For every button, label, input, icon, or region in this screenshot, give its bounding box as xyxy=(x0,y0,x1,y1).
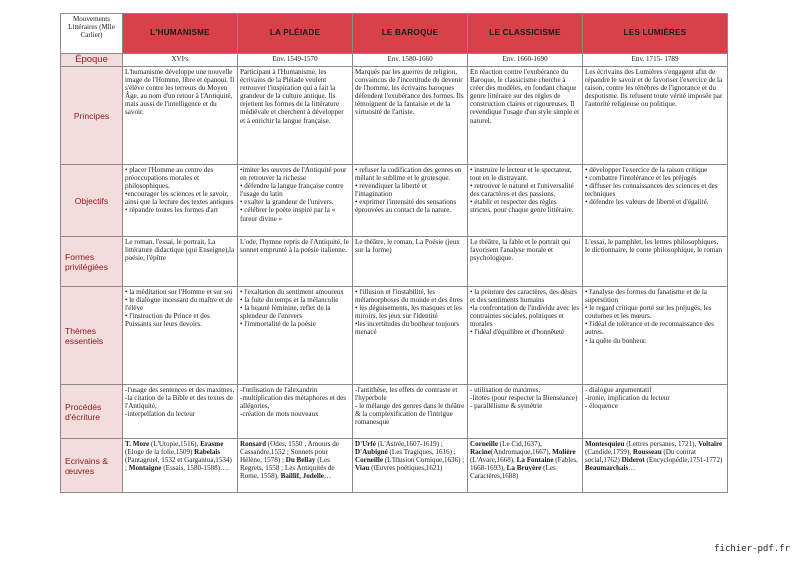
author-works: (Essais, 1580-1588)…. xyxy=(161,464,229,473)
themes-cell xyxy=(583,287,728,385)
cell-item: • le regard critique porté sur les préjugés, les coutumes et les mœurs. xyxy=(585,304,712,321)
movement-pleiade: LA PLÉIADE xyxy=(238,14,353,54)
cell-item: • défendre les valeurs de liberté et d'égalité. xyxy=(585,198,709,207)
author-works: (Andromaque,1667), xyxy=(490,448,553,457)
cell-item: • l'immortalité de la poésie xyxy=(240,320,316,329)
cell-item: - éloquence xyxy=(585,402,618,411)
cell-item: •imiter les œuvres de l'Antiquité pour en retrouver la richesse xyxy=(240,166,347,183)
author-name: Diderot xyxy=(621,456,645,465)
author-name: D'Urfé xyxy=(355,440,376,448)
cell-item: • retrouver le naturel et l'universalité des caractères et des passions. xyxy=(470,182,574,199)
author-name: Corneille xyxy=(470,440,498,448)
author-name: D'Aubigné xyxy=(355,448,388,457)
themes-cell xyxy=(468,287,583,385)
cell-item: - dialogue argumentatif xyxy=(585,386,652,394)
author-works: (Lettres persanes, 1721), xyxy=(624,440,699,448)
site-watermark: fichier-pdf.fr xyxy=(714,544,790,554)
objectifs-cell xyxy=(468,165,583,237)
author-works: (Eloge de la folie,1509) xyxy=(125,448,195,457)
cell-item: • revendiquer la liberté et l'imagination xyxy=(355,182,427,199)
author-name: Baïllif, Jodelle xyxy=(280,472,324,481)
author-name: Ronsard xyxy=(240,440,267,448)
author-works: (Les Tragiques, 1616) ; xyxy=(387,448,456,457)
author-works: (Pantagruel, 1532 et Gargantua,1534) ; xyxy=(125,456,232,473)
author-works: (Encyclopédie,1751-1772) xyxy=(644,456,723,465)
cell-item: - parallélisme & symétrie xyxy=(470,402,543,411)
cell-item: • l'exaltation du sentiment amoureux xyxy=(240,288,344,296)
cell-item: • la beauté féminine, reflet de la splendeur de l'univers xyxy=(240,304,331,321)
cell-item: • exprimer l'intensité des sensations éprouvées au contact de la nature. xyxy=(355,198,457,215)
movement-classicisme: LE CLASSICISME xyxy=(468,14,583,54)
cell-item: -l'usage des sentences et des maximes, xyxy=(125,386,235,394)
author-works: (L'Illusion Comique,1636) ; xyxy=(382,456,465,465)
cell-item: -interpellation du lecteur xyxy=(125,410,196,419)
epoque-cell: XVIᵉs xyxy=(123,54,238,67)
author-works: (Fables, 1668-1693), xyxy=(470,456,578,473)
cell-item: • l'illusion et l'instabilité, les métamorphoses du monde et des êtres xyxy=(355,288,463,305)
principes-cell: L'humanisme développe une nouvelle image de l'Homme, libre et épanoui. Il s'élève contre les terreurs du Moyen Âge, au nom d'un retour à l'Antiquité, mais aussi de l'intelligence et du savoir. xyxy=(123,67,238,165)
cell-item: • établir et respecter des règles strictes, pour chaque genre littéraire. xyxy=(470,198,574,215)
author-works: (Odes, 1550 ; Amours de Cassandre,1552 ; Sonnets pour Hélène, 1578) ; xyxy=(240,440,339,465)
procedes-cell xyxy=(583,385,728,439)
cell-item: • l'analyse des formes du fanatisme et de la superstition xyxy=(585,288,707,305)
objectifs-cell xyxy=(583,165,728,237)
cell-item: • combattre l'intolérance et les préjugés xyxy=(585,174,697,183)
row-label-objectifs: Objectifs xyxy=(61,165,123,237)
author-name: Beaumarchais xyxy=(585,464,629,473)
author-works: (L'Avare,1668), xyxy=(470,456,517,465)
cell-item: -l'antithèse, les effets de contraste et l'hyperbole xyxy=(355,386,458,403)
header-row xyxy=(61,14,728,54)
author-name: Rousseau xyxy=(632,448,662,457)
cell-item: • défendre la langue française contre l'usage du latin xyxy=(240,182,344,199)
author-name: Du Bellay xyxy=(285,456,316,465)
row-ecrivains xyxy=(61,439,728,493)
principes-cell: Participant à l'Humanisme, les écrivains de la Pléiade veulent retrouver l'inspiration qui a fait la grandeur de la culture antique. Ils rejettent les formes de la littérature médiévale et cherchent à développer et à enrichir la langue française. xyxy=(238,67,353,165)
cell-item: • la fuite du temps et la mélancolie xyxy=(240,296,339,305)
corner-label: Mouvements Littéraires (Mlle Carlier) xyxy=(61,14,123,54)
literary-movements-table xyxy=(60,13,728,493)
author-name: Corneille xyxy=(355,456,383,465)
cell-item: - le mélange des genres dans le théâtre & la complexification de l'intrigue romanesque xyxy=(355,402,465,427)
author-name: Montaigne xyxy=(128,464,162,473)
cell-item: -multiplication des métaphores et des allégories, xyxy=(240,394,346,411)
cell-item: • exalter la grandeur de l'univers. xyxy=(240,198,334,207)
objectifs-cell xyxy=(123,165,238,237)
ecrivains-cell xyxy=(353,439,468,493)
objectifs-cell xyxy=(238,165,353,237)
movement-baroque: LE BAROQUE xyxy=(353,14,468,54)
principes-cell: Marqués par les guerres de religion, convaincus de l'incertitude du devenir de l'homme, les écrivains baroques défendent l'exubérance des formes. Ils témoignent de la fantaisie et de la virtuosité de l'artiste. xyxy=(353,67,468,165)
author-works: (L'Astrée,1607-1619) ; xyxy=(375,440,443,448)
cell-item: • répandre toutes les formes d'art xyxy=(125,206,218,215)
row-label-principes: Principes xyxy=(61,67,123,165)
epoque-cell: Env. 1715- 1789 xyxy=(583,54,728,67)
author-works: (Le Cid,1637), xyxy=(497,440,542,448)
cell-item: • la méditation sur l'Homme et sur soi xyxy=(125,288,233,296)
cell-item: • diffuser les connaissances des sciences et des techniques xyxy=(585,182,718,199)
cell-item: • placer l'Homme au centre des préoccupations morales et philosophiques. xyxy=(125,166,214,191)
objectifs-cell xyxy=(353,165,468,237)
procedes-cell xyxy=(468,385,583,439)
cell-item: - utilisation de maximes, xyxy=(470,386,541,394)
author-name: T. More xyxy=(125,440,150,448)
author-name: La Bruyère xyxy=(506,464,542,473)
row-label-themes: Thèmes essentiels xyxy=(61,287,123,385)
procedes-cell xyxy=(353,385,468,439)
principes-cell: Les écrivains des Lumières s'engagent afin de répandre le savoir et de favoriser l'exercice de la raison, contre les ténèbres de l'ignorance et du despotisme. Ils refusent toute vérité imposée par l'autorité religieuse ou politique. xyxy=(583,67,728,165)
formes-cell: L'ode, l'hymne repris de l'Antiquité, le sonnet emprunté à la poésie italienne. xyxy=(238,237,353,287)
cell-item: -litotes (pour respecter la Bienséance) xyxy=(470,394,578,403)
cell-item: -création de mots nouveaux xyxy=(240,410,319,419)
row-epoque xyxy=(61,54,728,67)
cell-item: -l'utilisation de l'alexandrin xyxy=(240,386,318,394)
row-label-procedes: Procédés d'écriture xyxy=(61,385,123,439)
cell-item: • l'idéal d'équilibre et d'honnêteté xyxy=(470,328,565,337)
author-works: … xyxy=(323,472,332,481)
cell-item: •la confrontation de l'individu avec les contraintes sociales, politiques et morales xyxy=(470,304,580,329)
author-name: Voltaire xyxy=(698,440,723,448)
ecrivains-cell xyxy=(583,439,728,493)
formes-cell: Le théâtre, le roman, La Poésie (jeux sur la forme) xyxy=(353,237,468,287)
ecrivains-cell xyxy=(468,439,583,493)
row-themes xyxy=(61,287,728,385)
cell-item: • instruire le lecteur et le spectateur, tout en le distrayant. xyxy=(470,166,572,183)
epoque-cell: Env. 1660-1690 xyxy=(468,54,583,67)
row-label-formes: Formes privilégiées xyxy=(61,237,123,287)
author-name: Racine xyxy=(470,448,491,457)
author-works: (Les Caractères,1688) xyxy=(470,464,556,481)
formes-cell: Le roman, l'essai, le portrait, La littérature didactique (qui Enseigne),la poésie, l'épître xyxy=(123,237,238,287)
formes-cell: L'essai, le pamphlet, les lettres philosophiques, le dictionnaire, le conte philosophique, le roman xyxy=(583,237,728,287)
cell-item: -la citation de la Bible et des textes de l'Antiquité, xyxy=(125,394,233,411)
row-formes xyxy=(61,237,728,287)
row-label-epoque: Époque xyxy=(61,54,123,67)
principes-cell: En réaction contre l'exubérance du Baroque, le classicisme cherche à créer des modèles, en fondant chaque genre littéraire sur des règles de construction claires et rigoureuses. Il revendique l'usage d'un style simple et naturel. xyxy=(468,67,583,165)
cell-item: • refuser la codification des genres en mêlant le sublime et le grotesque. xyxy=(355,166,462,183)
row-procedes xyxy=(61,385,728,439)
formes-cell: Le théâtre, la fable et le portrait qui favorisent l'analyse morale et psychologique. xyxy=(468,237,583,287)
author-works: (Les Regrets, 1558 ; Les Antiquités de Rome, 1558), xyxy=(240,456,335,481)
cell-item: • le dialogue incessant du maître et de l'élève xyxy=(125,296,233,313)
author-name: Viau xyxy=(355,464,370,473)
cell-item: • célébrer le poète inspiré par la « fureur divine » xyxy=(240,206,336,223)
cell-item: • l'idéal de tolérance et de reconnaissance des autres. xyxy=(585,320,714,337)
author-works: … xyxy=(628,464,636,473)
author-name: La Fontaine xyxy=(516,456,554,465)
ecrivains-cell xyxy=(238,439,353,493)
cell-item: • l'instruction du Prince et des Puissants sur leurs devoirs. xyxy=(125,312,210,329)
author-works: (L'Utopie,1516), xyxy=(149,440,201,448)
cell-item: • la quête du bonheur. xyxy=(585,336,647,345)
cell-item: • la peinture des caractères, des désirs et des sentiments humains xyxy=(470,288,578,305)
ecrivains-cell xyxy=(123,439,238,493)
cell-item: -ironie, implication du lecteur xyxy=(585,394,670,403)
author-works: (Candide,1759), xyxy=(585,448,633,457)
author-works: (Du contrat social,1762) xyxy=(585,448,696,465)
cell-item: •encourager les sciences et le savoir, ainsi que la lecture des textes antiques xyxy=(125,190,234,207)
movement-humanisme: L'HUMANISME xyxy=(123,14,238,54)
cell-item: • développer l'exercice de la raison critique xyxy=(585,166,708,174)
themes-cell xyxy=(353,287,468,385)
themes-cell xyxy=(123,287,238,385)
author-name: Rabelais xyxy=(194,448,221,457)
cell-item: •les incertitudes du bonheur toujours menacé xyxy=(355,320,460,337)
author-name: Montesquieu xyxy=(585,440,625,448)
row-principes xyxy=(61,67,728,165)
movement-lumieres: LES LUMIÈRES xyxy=(583,14,728,54)
cell-item: • les déguisements, les masques et les miroirs, les jeux sur l'identité xyxy=(355,304,462,321)
epoque-cell: Env. 1580-1660 xyxy=(353,54,468,67)
author-name: Erasme xyxy=(200,440,224,448)
author-name: Molière xyxy=(552,448,576,457)
row-label-ecrivains: Ecrivains & œuvres xyxy=(61,439,123,493)
epoque-cell: Env. 1549-1570 xyxy=(238,54,353,67)
author-works: (Œuvres poétiques,1621) xyxy=(369,464,443,473)
themes-cell xyxy=(238,287,353,385)
procedes-cell xyxy=(238,385,353,439)
procedes-cell xyxy=(123,385,238,439)
row-objectifs xyxy=(61,165,728,237)
